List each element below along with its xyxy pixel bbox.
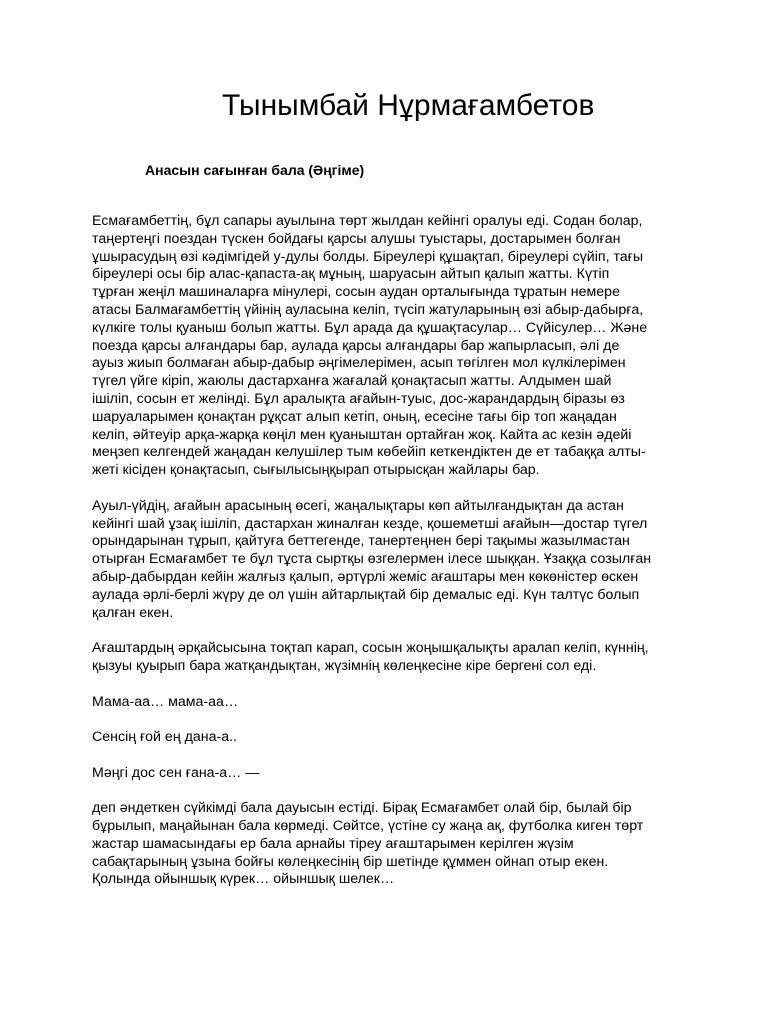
song-line: Мама-аа… мама-аа… <box>92 693 239 710</box>
song-line: Мәңгі дос сен ғана-а… — <box>92 764 260 781</box>
paragraph: деп әндеткен сүйкімді бала дауысын естіді. Бірақ Есмағамбет олай бір, былай бір бұрылып, маңайынан бала көрмеді. Сөйтсе, үстіне су жаңа ақ, футболка киген төрт жастар шамасындағы ер бала арнайы тіреу ағаштарымен керілген жүзім сабақтарының ұзына бойғы көлеңкесінің бір шетінде құммен ойнап отыр екен. Қолында ойыншық күрек… ойыншық шелек… <box>92 800 644 888</box>
page-title: Тынымбай Нұрмағамбетов <box>222 89 595 122</box>
paragraph: Ауыл-үйдің, ағайын арасының өсегі, жаңалықтары көп айтылғандықтан да астан кейінгі шай ұзақ ішіліп, дастархан жиналған кезде, қошеметші ағайын—достар түгел орындарынан тұрып, қайтуға беттегенде, танертеңнен бері тақымы жазылмастан отырған Есмағамбет те бұл тұста сыртқы өзгелермен ілесе шыққан. Ұзаққа созылған абыр-дабырдан кейін жалғыз қалып, әртүрлі жеміс ағаштары мен көкөністер өскен аулада әрлі-берлі жүру де ол үшін айтарлықтай бір демалыс еді. Күн талтүс болып қалған екен. <box>92 497 652 621</box>
song-line: Сенсің ғой ең дана-а.. <box>92 729 237 746</box>
paragraph: Есмағамбеттің, бұл сапары ауылына төрт жылдан кейінгі оралуы еді. Содан болар, таңертеңгі поездан түскен бойдағы қарсы алушы туыстары, достарымен болған ұшырасудың өзі кәдімгідей у-дулы болды. Біреулері құшақтап, біреулері сүйіп, тағы біреулері осы бір алас-қапаста-ақ мұның, шаруасын айтып қалып жатты. Күтіп тұрған жеңіл машиналарға мінулері, сосын аудан орталығында тұратын немере атасы Балмағамбеттің үйінің ауласына келіп, түсіп жатуларының өзі абыр-дабырға, күлкіге толы қуаныш болып жатты. Бұл арада да құшақтасулар… Сүйісулер… Және поезда қарсы алғандары бар, аулада қарсы алғандары бар жапырласып, әлі де ауыз жиып болмаған абыр-дабыр әңгімелерімен, асып төгілген мол күлкілерімен түгел үйге кіріп, жаюлы дастарханға жағалай қонақтасып жатты. Алдымен шай ішіліп, сосын ет желінді. Бұл аралықта ағайын-туыс, дос-жарандардың біразы өз шаруаларымен қонақтан рұқсат алып кетіп, оның, есесіне тағы бір топ жаңадан келіп, әйтеуір арқа-жарқа көңіл мен қуаныштан ортайған жоқ. Кайта ас кезін әдейі меңзеп келгендей жаңадан келушілер тым көбейіп кеткендіктен де ет табаққа алты-жеті кісіден қонақтасып, сығылысыңқырап отырысқан жайлары бар. <box>92 213 648 479</box>
story-body <box>92 213 652 907</box>
paragraph: Ағаштардың әрқайсысына тоқтап карап, сосын жоңышқалықты аралап келіп, күннің, қызуы қуырып бара жатқандықтан, жүзімнің көлеңкесіне кіре бергені сол еді. <box>92 640 649 674</box>
story-subtitle: Анасын сағынған бала (Әңгіме) <box>145 162 365 178</box>
